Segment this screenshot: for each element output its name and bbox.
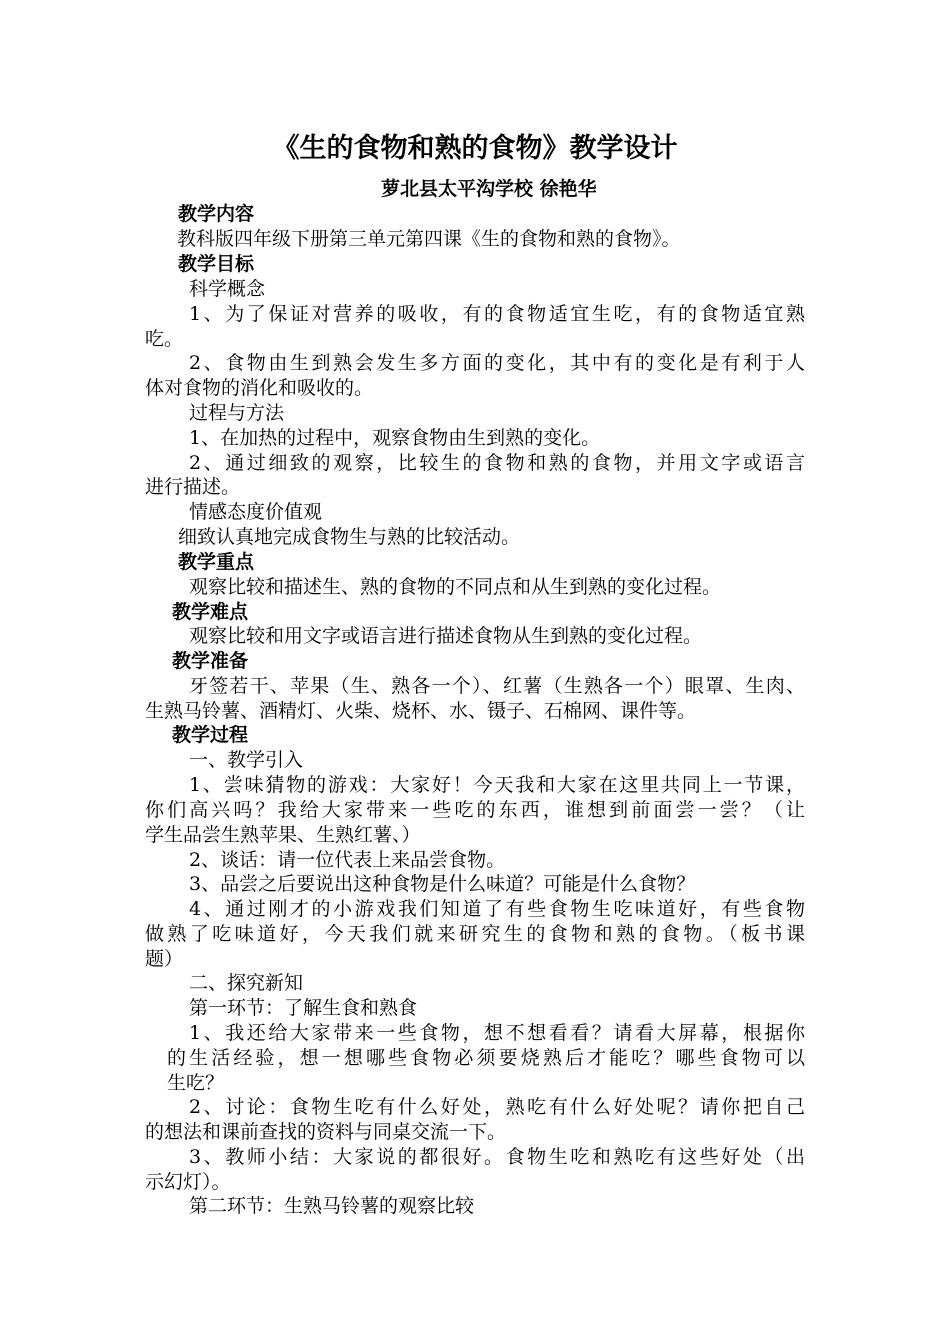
section-heading: 教学内容 [178, 203, 255, 225]
paragraph-line: 3、教师小结：大家说的都很好。食物生吃和熟吃有这些好处（出 [189, 1146, 805, 1168]
paragraph-line: 教科版四年级下册第三单元第四课《生的食物和熟的食物》。 [177, 228, 681, 250]
subheading: 二、探究新知 [189, 972, 304, 994]
paragraph-line: 观察比较和用文字或语言进行描述食物从生到熟的变化过程。 [189, 625, 703, 647]
paragraph-line: 1、为了保证对营养的吸收，有的食物适宜生吃，有的食物适宜熟 [189, 303, 805, 325]
paragraph-line: 2、食物由生到熟会发生多方面的变化，其中有的变化是有利于人 [189, 352, 805, 374]
paragraph-line: 你们高兴吗？我给大家带来一些吃的东西，谁想到前面尝一尝？（让 [145, 799, 805, 821]
section-heading: 教学目标 [178, 253, 255, 275]
paragraph-line: 观察比较和描述生、熟的食物的不同点和从生到熟的变化过程。 [189, 576, 722, 598]
paragraph-line: 的生活经验，想一想哪些食物必须要烧熟后才能吃？哪些食物可以 [167, 1047, 805, 1069]
paragraph-line: 3、品尝之后要说出这种食物是什么味道？可能是什么食物？ [189, 873, 696, 895]
section-heading: 教学重点 [178, 551, 255, 573]
paragraph-line: 生熟马铃薯、酒精灯、火柴、烧杯、水、镊子、石棉网、课件等。 [145, 700, 697, 722]
paragraph-line: 体对食物的消化和吸收的。 [145, 377, 374, 399]
paragraph-line: 生吃？ [167, 1072, 225, 1094]
paragraph-line: 题） [145, 948, 184, 970]
subheading: 第二环节：生熟马铃薯的观察比较 [189, 1195, 475, 1217]
subheading: 科学概念 [189, 278, 266, 300]
paragraph-line: 细致认真地完成食物生与熟的比较活动。 [178, 526, 521, 548]
paragraph-line: 2、谈话：请一位代表上来品尝食物。 [189, 849, 506, 871]
paragraph-line: 1、在加热的过程中，观察食物由生到熟的变化。 [189, 427, 601, 449]
paragraph-line: 2、讨论：食物生吃有什么好处，熟吃有什么好处呢？请你把自己 [189, 1096, 805, 1118]
paragraph-line: 吃。 [145, 328, 184, 350]
paragraph-line: 1、我还给大家带来一些食物，想不想看看？请看大屏幕，根据你 [189, 1022, 805, 1044]
paragraph-line: 4、通过刚才的小游戏我们知道了有些食物生吃味道好，有些食物 [189, 898, 805, 920]
paragraph-line: 牙签若干、苹果（生、熟各一个）、红薯（生熟各一个）眼罩、生肉、 [189, 675, 805, 697]
paragraph-line: 示幻灯）。 [145, 1171, 231, 1193]
paragraph-line: 2、通过细致的观察，比较生的食物和熟的食物，并用文字或语言 [189, 452, 805, 474]
document-title: 《生的食物和熟的食物》教学设计 [272, 133, 678, 164]
author-line: 萝北县太平沟学校 徐艳华 [381, 178, 597, 200]
section-heading: 教学过程 [172, 724, 249, 746]
paragraph-line: 的想法和课前查找的资料与同桌交流一下。 [145, 1121, 507, 1143]
paragraph-line: 进行描述。 [145, 476, 241, 498]
section-heading: 教学难点 [172, 601, 249, 623]
subheading: 第一环节：了解生食和熟食 [189, 997, 418, 1019]
paragraph-line: 做熟了吃味道好，今天我们就来研究生的食物和熟的食物。（板书课 [145, 923, 805, 945]
subheading: 一、教学引入 [189, 749, 304, 771]
paragraph-line: 学生品尝生熟苹果、生熟红薯、） [145, 824, 421, 846]
subheading: 情感态度价值观 [189, 501, 323, 523]
paragraph-line: 1、尝味猜物的游戏：大家好！今天我和大家在这里共同上一节课， [189, 774, 805, 796]
section-heading: 教学准备 [172, 650, 249, 672]
subheading: 过程与方法 [189, 402, 285, 424]
